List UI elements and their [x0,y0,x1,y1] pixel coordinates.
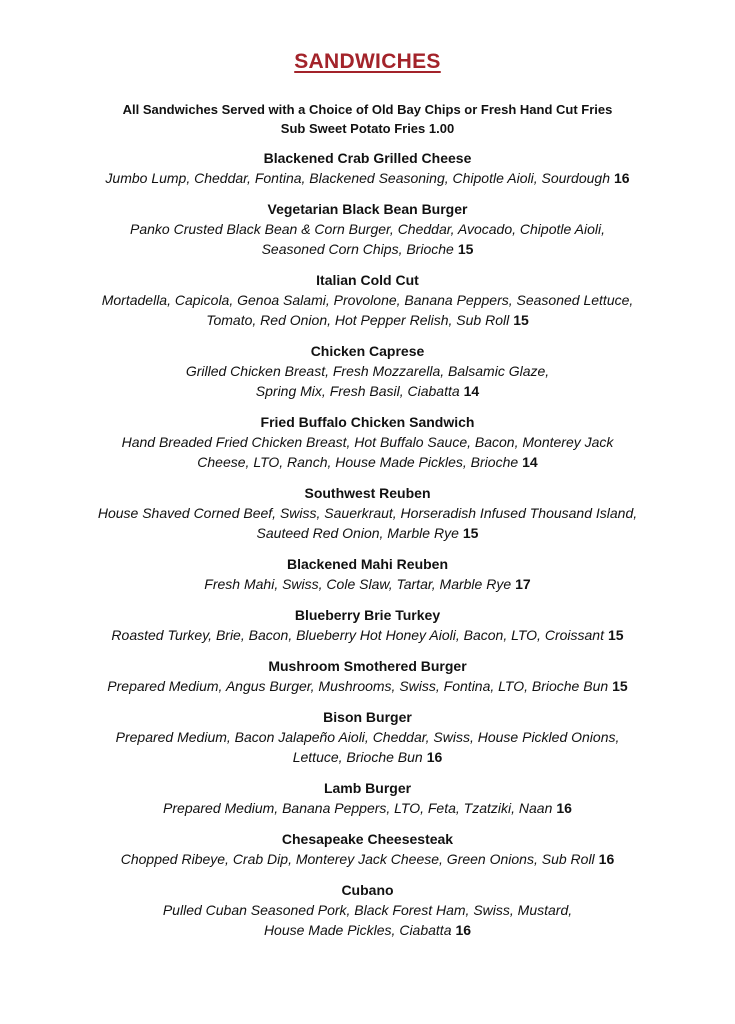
menu-item-ingredients: Grilled Chicken Breast, Fresh Mozzarella, Balsamic Glaze, Spring Mix, Fresh Basil, Ciabatta [185,363,550,399]
menu-item-description [0,503,735,543]
menu-item-price: 16 [455,922,472,938]
menu-item-name: Lamb Burger [323,780,412,796]
menu-item-name: Southwest Reuben [304,485,431,501]
menu-item-ingredients: Roasted Turkey, Brie, Bacon, Blueberry Hot Honey Aioli, Bacon, LTO, Croissant [111,627,604,643]
menu-item-name: Blueberry Brie Turkey [294,607,441,623]
menu-item-description [0,168,735,188]
menu-item-price: 15 [612,678,628,694]
menu-item [0,605,735,645]
menu-item-ingredients: Mortadella, Capicola, Genoa Salami, Provolone, Banana Peppers, Seasoned Lettuce, Tomato, Red Onion, Hot Pepper Relish, Sub Roll [101,292,634,328]
menu-note [0,100,735,138]
menu-item-description [0,798,735,818]
menu-item-description [0,625,735,645]
menu-item-description [0,900,735,940]
menu-item-description [0,727,735,767]
menu-item-name: Chesapeake Cheesesteak [281,831,454,847]
menu-item-price: 16 [426,749,443,765]
menu-item [0,554,735,594]
menu-item-price: 16 [614,170,630,186]
menu-item-price: 14 [522,454,538,470]
menu-item-description [0,574,735,594]
menu-item-list [0,148,735,951]
menu-item-name: Vegetarian Black Bean Burger [267,201,468,217]
menu-item-ingredients: Prepared Medium, Angus Burger, Mushrooms, Swiss, Fontina, LTO, Brioche Bun [107,678,609,694]
menu-item-name: Fried Buffalo Chicken Sandwich [260,414,475,430]
menu-item [0,483,735,543]
menu-note-sides: All Sandwiches Served with a Choice of Old Bay Chips or Fresh Hand Cut Fries [122,102,613,117]
menu-item [0,412,735,472]
menu-item-name: Cubano [341,882,394,898]
menu-item [0,341,735,401]
menu-item-name: Bison Burger [323,709,412,725]
menu-item-ingredients: Prepared Medium, Banana Peppers, LTO, Feta, Tzatziki, Naan [163,800,553,816]
menu-item-name: Blackened Crab Grilled Cheese [263,150,472,166]
menu-item-description [0,361,735,401]
menu-item [0,778,735,818]
menu-item-ingredients: Fresh Mahi, Swiss, Cole Slaw, Tartar, Marble Rye [204,576,512,592]
menu-item [0,656,735,696]
menu-item-description [0,219,735,259]
menu-item-name: Chicken Caprese [310,343,425,359]
menu-item-ingredients: Hand Breaded Fried Chicken Breast, Hot Buffalo Sauce, Bacon, Monterey Jack Cheese, LTO, Ranch, House Made Pickles, Brioche [121,434,614,470]
menu-item [0,707,735,767]
menu-item-description [0,290,735,330]
menu-item-ingredients: Prepared Medium, Bacon Jalapeño Aioli, Cheddar, Swiss, House Pickled Onions, Lettuce, Brioche Bun [115,729,620,765]
menu-item-ingredients: Chopped Ribeye, Crab Dip, Monterey Jack Cheese, Green Onions, Sub Roll [120,851,595,867]
menu-item-price: 15 [457,241,474,257]
menu-item-description [0,432,735,472]
menu-item-description [0,849,735,869]
menu-item-ingredients: Pulled Cuban Seasoned Pork, Black Forest Ham, Swiss, Mustard, House Made Pickles, Ciabatta [162,902,573,938]
menu-item [0,199,735,259]
menu-item [0,829,735,869]
menu-note-substitution: Sub Sweet Potato Fries 1.00 [280,121,455,136]
menu-item-ingredients: Jumbo Lump, Cheddar, Fontina, Blackened Seasoning, Chipotle Aioli, Sourdough [105,170,610,186]
menu-item-ingredients: Panko Crusted Black Bean & Corn Burger, Cheddar, Avocado, Chipotle Aioli, Seasoned Corn Chips, Brioche [130,221,605,257]
menu-item-name: Italian Cold Cut [316,272,419,288]
menu-item [0,880,735,940]
menu-item-price: 16 [556,800,572,816]
menu-item-ingredients: House Shaved Corned Beef, Swiss, Sauerkraut, Horseradish Infused Thousand Island, Sauteed Red Onion, Marble Rye [97,505,638,541]
menu-item-price: 15 [462,525,479,541]
menu-item-description [0,676,735,696]
menu-item-price: 15 [607,627,624,643]
menu-item-price: 17 [515,576,531,592]
menu-item-price: 14 [463,383,480,399]
menu-item [0,270,735,330]
menu-item-price: 16 [598,851,615,867]
menu-item-name: Mushroom Smothered Burger [268,658,467,674]
menu-item-name: Blackened Mahi Reuben [286,556,449,572]
menu-title: SANDWICHES [294,50,441,73]
menu-item [0,148,735,188]
menu-item-price: 15 [513,312,529,328]
